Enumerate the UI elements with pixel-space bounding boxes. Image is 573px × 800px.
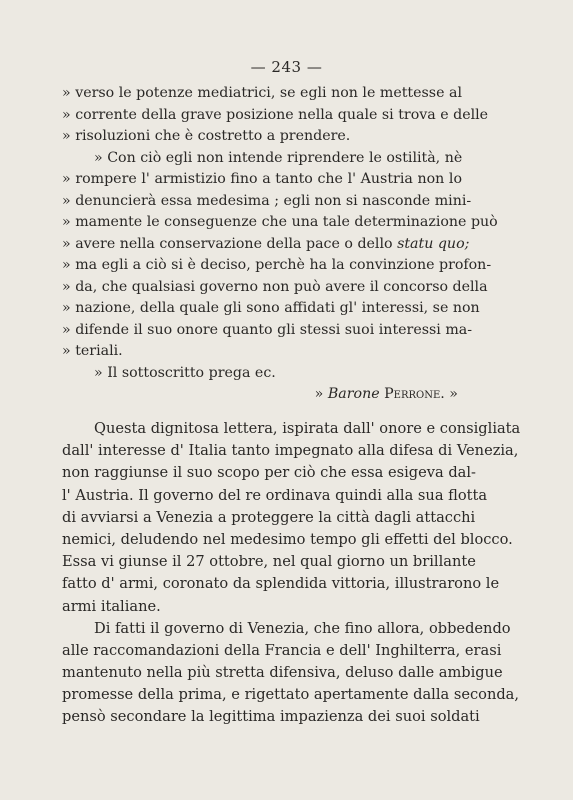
page-number: — 243 —	[250, 58, 323, 76]
body-line: di avviarsi a Venezia a proteggere la città dagli attacchi	[62, 508, 476, 526]
quote-line: » difende il suo onore quanto gli stessi suoi interessi ma-	[62, 321, 473, 338]
signature-suffix: »	[444, 386, 458, 402]
body-line: fatto d' armi, coronato da splendida vittoria, illustrarono le	[62, 575, 500, 593]
signature	[62, 384, 462, 406]
quote-line: » ma egli a ciò si è deciso, perchè ha la convinzione profon-	[62, 257, 492, 273]
quote-line: » mamente le conseguenze che una tale determinazione può	[62, 214, 498, 230]
body-line: l' Austria. Il governo del re ordinava quindi alla sua flotta	[62, 486, 488, 504]
body-line: alle raccomandazioni della Francia e dell' Inghilterra, erasi	[62, 641, 502, 659]
body-text	[62, 418, 521, 729]
quote-line: » rompere l' armistizio fino a tanto che l' Austria non lo	[62, 171, 462, 187]
signature-title: Barone	[327, 386, 380, 402]
body-line: promesse della prima, e rigettato apertamente dalla seconda,	[62, 686, 520, 704]
quote-line: » Con ciò egli non intende riprendere le ostilità, nè	[94, 149, 463, 166]
quote-line: » Il sottoscritto prega ec.	[94, 364, 276, 381]
signature-name: Perrone.	[384, 386, 445, 402]
quote-line: » denuncierà essa medesima ; egli non si nasconde mini-	[62, 192, 472, 209]
body-line: mantenuto nella più stretta difensiva, deluso dalle ambigue	[62, 664, 503, 682]
body-line: Questa dignitosa lettera, ispirata dall' onore e consigliata	[94, 420, 521, 437]
body-line: armi italiane.	[62, 597, 161, 615]
body-line: non raggiunse il suo scopo per ciò che essa esigeva dal-	[62, 464, 476, 482]
body-line: Essa vi giunse il 27 ottobre, nel qual giorno un brillante	[62, 553, 476, 571]
quote-line: » teriali.	[62, 343, 123, 359]
quote-line: » nazione, della quale gli sono affidati gl' interessi, se non	[62, 300, 480, 316]
quoted-letter	[62, 83, 498, 406]
quote-line: » da, che qualsiasi governo non può avere il concorso della	[62, 278, 488, 295]
quote-line-text: » avere nella conservazione della pace o dello	[62, 235, 393, 252]
body-line: pensò secondare la legittima impazienza dei suoi soldati	[62, 708, 480, 726]
signature-prefix: »	[314, 386, 328, 402]
quote-line: » corrente della grave posizione nella quale si trova e delle	[62, 106, 489, 123]
italic-phrase: statu quo;	[397, 235, 470, 252]
quote-line	[62, 234, 470, 256]
quote-line: » risoluzioni che è costretto a prendere.	[62, 128, 351, 144]
body-line: nemici, deludendo nel medesimo tempo gli effetti del blocco.	[62, 530, 513, 548]
body-line: dall' interesse d' Italia tanto impegnato alla difesa di Venezia,	[62, 442, 519, 460]
quote-line: » verso le potenze mediatrici, se egli non le mettesse al	[62, 85, 462, 101]
body-line: Di fatti il governo di Venezia, che fino allora, obbedendo	[94, 619, 511, 637]
